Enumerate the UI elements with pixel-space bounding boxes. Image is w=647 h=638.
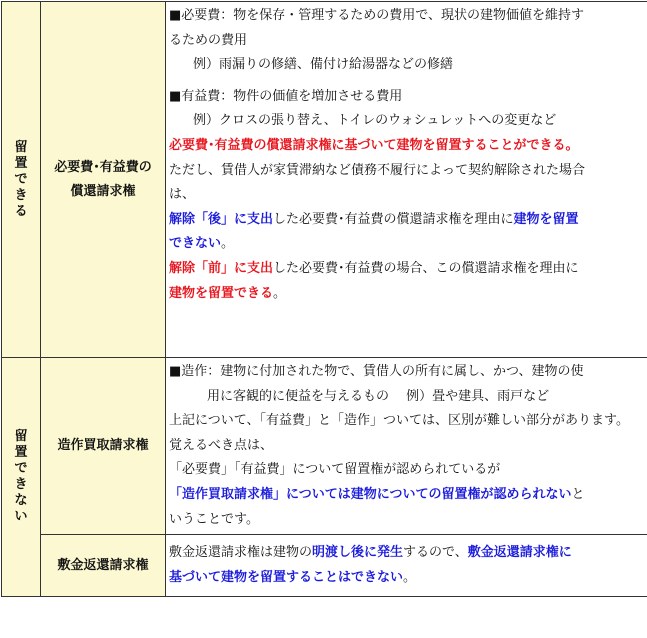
label-necessary-useful: 必要費･有益費の 償還請求権 [41,2,166,358]
table-row-purchase [2,358,647,535]
content-deposit-return: 敷金返還請求権は建物の明渡し後に発生するので、敷金返還請求権に 基づいて建物を留置することはできない。 [166,535,647,597]
label-purchase-request: 造作買取請求権 [41,358,166,535]
before-termination-line: 解除「前」に支出した必要費･有益費の場合、この償還請求権を理由に [169,257,647,282]
table-row-deposit [2,535,647,597]
category-cannot-retain-label: 留 置 で き な い [14,429,27,525]
retention-table [1,1,647,597]
after-termination-line: 解除「後」に支出した必要費･有益費の償還請求権を理由に建物を留置 [169,208,647,233]
content-necessary-useful: ■必要費：物を保存・管理するための費用で、現状の建物価値を維持す るための費用 例）雨漏りの修繕、備付け給湯器などの修繕 ■有益費：物件の価値を増加させる費用 例）クロスの張り替え、トイレのウォシュレットへの変更など 必要費･有益費の償還請求権に基づいて建物を留置することができる。 ただし、賃借人が家賃滞納など債務不履行によって契約解除された場合 は、 解除「後」に支出した必要費･有益費の償還請求権を理由に建物を留置 できない。 解除「前」に支出した必要費･有益費の場合、この償還請求権を理由に 建物を留置できる。 [166,2,647,358]
content-purchase-request: ■造作：建物に付加された物で、賃借人の所有に属し、かつ、建物の使 用に客観的に便益を与えるもの 例）畳や建具、雨戸など 上記について、「有益費」と「造作」ついては、区別が難しい部分があります。 覚えるべき点は、 「必要費」「有益費」について留置権が認められているが 「造作買取請求権」については建物についての留置権が認められないと いうことです。 [166,358,647,535]
table-row-necessary [2,2,647,358]
label-deposit-return: 敷金返還請求権 [41,535,166,597]
category-cannot-retain [2,358,41,597]
category-can-retain [2,2,41,358]
category-can-retain-label: 留 置 で き る [14,140,27,220]
